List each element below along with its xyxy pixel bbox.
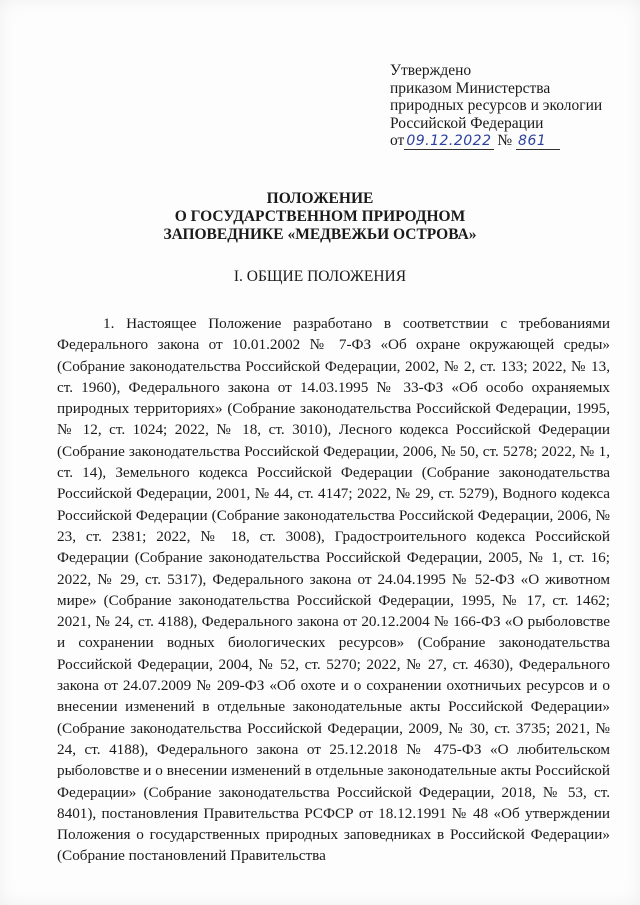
handwritten-number: 861 xyxy=(518,133,547,149)
approval-line: Российской Федерации xyxy=(390,114,544,132)
section-heading: I. ОБЩИЕ ПОЛОЖЕНИЯ xyxy=(233,268,407,285)
document-title xyxy=(0,190,640,244)
title-line: О ГОСУДАРСТВЕННОМ ПРИРОДНОМ xyxy=(174,208,466,225)
approval-line: приказом Министерства xyxy=(390,79,551,97)
approval-line: природных ресурсов и экологии xyxy=(390,97,603,114)
approval-line: Утверждено xyxy=(390,62,472,79)
title-line: ПОЛОЖЕНИЕ xyxy=(266,190,374,207)
number-label: № xyxy=(497,132,513,149)
title-line: ЗАПОВЕДНИКЕ «МЕДВЕЖЬИ ОСТРОВА» xyxy=(163,226,477,243)
handwritten-date: 09.12.2022 xyxy=(406,133,492,149)
approval-date-line xyxy=(390,132,630,150)
from-label: от xyxy=(390,132,405,149)
paragraph: 1. Настоящее Положение разработано в соответствии с требованиями Федерального закона от 10.01.2002 № 7-ФЗ «Об охране окружающей среды» (Собрание законодательства Российской Федерации, 2002, № 2, ст. 133; 2022, № 13, ст. 1960), Федерального закона от 14.03.1995 № 33-ФЗ «Об особо охраняемых природных территориях» (Собрание законодательства Российской Федерации, 1995, № 12, ст. 1024; 2022, № 18, ст. 3010), Лесного кодекса Российской Федерации (Собрание законодательства Российской Федерации, 2006, № 50, ст. 5278; 2022, № 1, ст. 14), Земельного кодекса Российской Федерации (Собрание законодательства Российской Федерации, 2001, № 44, ст. 4147; 2022, № 29, ст. 5279), Водного кодекса Российской Федерации (Собрание законодательства Российской Федерации, 2006, № 23, ст. 2381; 2022, № 18, ст. 3008), Градостроительного кодекса Российской Федерации (Собрание законодательства Российской Федерации, 2005, № 1, ст. 16; 2022, № 29, ст. 5317), Федерального закона от 24.04.1995 № 52-ФЗ «О животном мире» (Собрание законодательства Российской Федерации, 1995, № 17, ст. 1462; 2021, № 24, ст. 4188), Федерального закона от 20.12.2004 № 166-ФЗ «О рыболовстве и сохранении водных биологических ресурсов» (Собрание законодательства Российской Федерации, 2004, № 52, ст. 5270; 2022, № 27, ст. 4630), Федерального закона от 24.07.2009 № 209-ФЗ «Об охоте и о сохранении охотничьих ресурсов и о внесении изменений в отдельные законодательные акты Российской Федерации» (Собрание законодательства Российской Федерации, 2009, № 30, ст. 3735; 2021, № 24, ст. 4188), Федерального закона от 25.12.2018 № 475-ФЗ «О любительском рыболовстве и о внесении изменений в отдельные законодательные акты Российской Федерации» (Собрание законодательства Российской Федерации, 2018, № 53, ст. 8401), постановления Правительства РСФСР от 18.12.1991 № 48 «Об утверждении Положения о государственных природных заповедниках в Российской Федерации» (Собрание постановлений Правительства xyxy=(57,315,610,865)
approval-block xyxy=(390,62,630,150)
